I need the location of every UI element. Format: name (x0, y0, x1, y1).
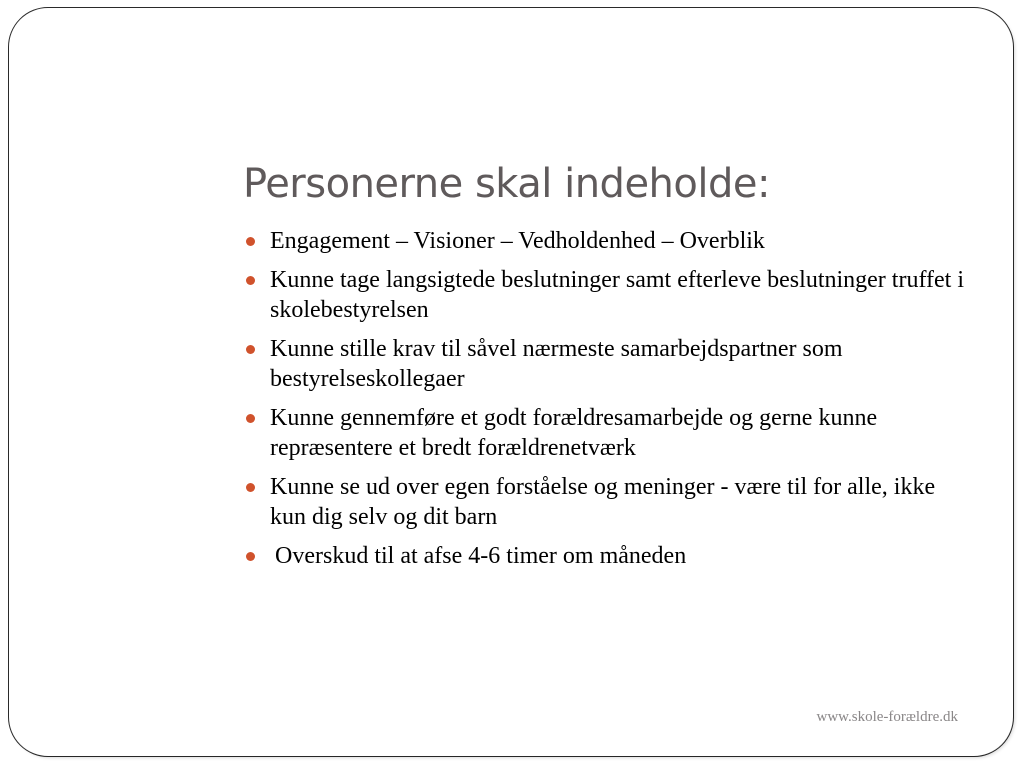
bullet-text: Kunne se ud over egen forståelse og meninger - være til for alle, ikke kun dig selv og dit barn (270, 474, 936, 530)
list-item (244, 472, 964, 532)
bullet-dot-icon (246, 552, 255, 561)
bullet-text: Kunne stille krav til såvel nærmeste samarbejdspartner som bestyrelseskollegaer (270, 336, 843, 392)
bullet-dot-icon (246, 483, 255, 492)
list-item (244, 403, 964, 463)
bullet-text: Overskud til at afse 4-6 timer om måneden (275, 543, 687, 569)
slide-title: Personerne skal indeholde: (243, 161, 770, 207)
list-item (244, 226, 964, 256)
bullet-text: Engagement – Visioner – Vedholdenhed – Overblik (270, 228, 765, 254)
bullet-dot-icon (246, 237, 255, 246)
bullet-dot-icon (246, 276, 255, 285)
list-item (244, 334, 964, 394)
bullet-dot-icon (246, 345, 255, 354)
footer-url: www.skole-forældre.dk (816, 709, 958, 725)
bullet-text: Kunne tage langsigtede beslutninger samt efterleve beslutninger truffet i skolebestyrelsen (270, 267, 964, 323)
bullet-dot-icon (246, 414, 255, 423)
list-item (244, 541, 964, 571)
bullet-text: Kunne gennemføre et godt forældresamarbejde og gerne kunne repræsentere et bredt forældrenetværk (270, 405, 878, 461)
list-item (244, 265, 964, 325)
bullet-list (244, 226, 964, 580)
